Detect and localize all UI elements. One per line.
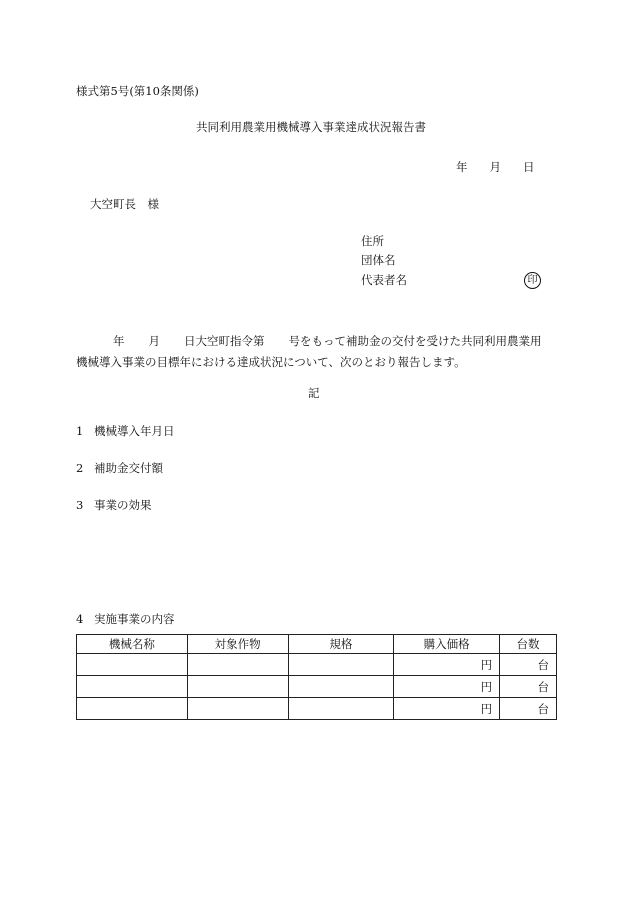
cell-target-crop: [187, 698, 288, 720]
cell-price: 円: [394, 676, 500, 698]
addressee: 大空町長 様: [90, 197, 159, 211]
form-number: 様式第5号(第10条関係): [76, 84, 199, 98]
report-body-line1: [76, 331, 542, 352]
date-year: 年: [456, 160, 468, 174]
item-2-label: 補助金交付額: [94, 461, 163, 475]
item-3: 3 事業の効果: [76, 498, 152, 512]
cell-specification: [288, 654, 394, 676]
cell-quantity: 台: [500, 654, 557, 676]
date-month: 月: [489, 160, 501, 174]
cell-quantity: 台: [500, 676, 557, 698]
cell-price: 円: [394, 698, 500, 720]
header-specification: 規格: [288, 635, 394, 654]
body-number-suffix: 号をもって補助金の交付を受けた共同利用農業用: [288, 334, 542, 348]
date-day: 日: [523, 160, 535, 174]
item-4-label: 実施事業の内容: [94, 612, 175, 626]
body-month: 月: [148, 334, 160, 348]
cell-quantity: 台: [500, 698, 557, 720]
header-machine-name: 機械名称: [77, 635, 188, 654]
cell-machine-name: [77, 654, 188, 676]
header-target-crop: 対象作物: [187, 635, 288, 654]
item-3-label: 事業の効果: [94, 498, 152, 512]
seal-mark: 印: [524, 272, 541, 289]
document-title: 共同利用農業用機械導入事業達成状況報告書: [196, 120, 426, 134]
cell-price: 円: [394, 654, 500, 676]
date-line: [456, 162, 535, 174]
item-1-label: 機械導入年月日: [94, 424, 175, 438]
body-issuer: 日大空町指令第: [184, 334, 265, 348]
cell-target-crop: [187, 654, 288, 676]
cell-specification: [288, 698, 394, 720]
item-1: 1 機械導入年月日: [76, 424, 175, 438]
header-purchase-price: 購入価格: [394, 635, 500, 654]
header-quantity: 台数: [500, 635, 557, 654]
report-body-line2: 機械導入事業の目標年における達成状況について、次のとおり報告します。: [76, 355, 466, 369]
representative-label: 代表者名: [361, 273, 407, 287]
cell-specification: [288, 676, 394, 698]
cell-machine-name: [77, 676, 188, 698]
organization-label: 団体名: [361, 253, 396, 267]
table-row: [77, 698, 557, 720]
table-row: [77, 654, 557, 676]
report-body: [76, 331, 542, 373]
item-2: 2 補助金交付額: [76, 461, 163, 475]
body-year: 年: [113, 334, 125, 348]
item-4: 4 実施事業の内容: [76, 612, 175, 626]
table-row: [77, 676, 557, 698]
machines-table: [76, 634, 557, 720]
cell-machine-name: [77, 698, 188, 720]
cell-target-crop: [187, 676, 288, 698]
table-header-row: [77, 635, 557, 654]
ki-heading: 記: [308, 386, 320, 400]
address-label: 住所: [361, 234, 384, 248]
